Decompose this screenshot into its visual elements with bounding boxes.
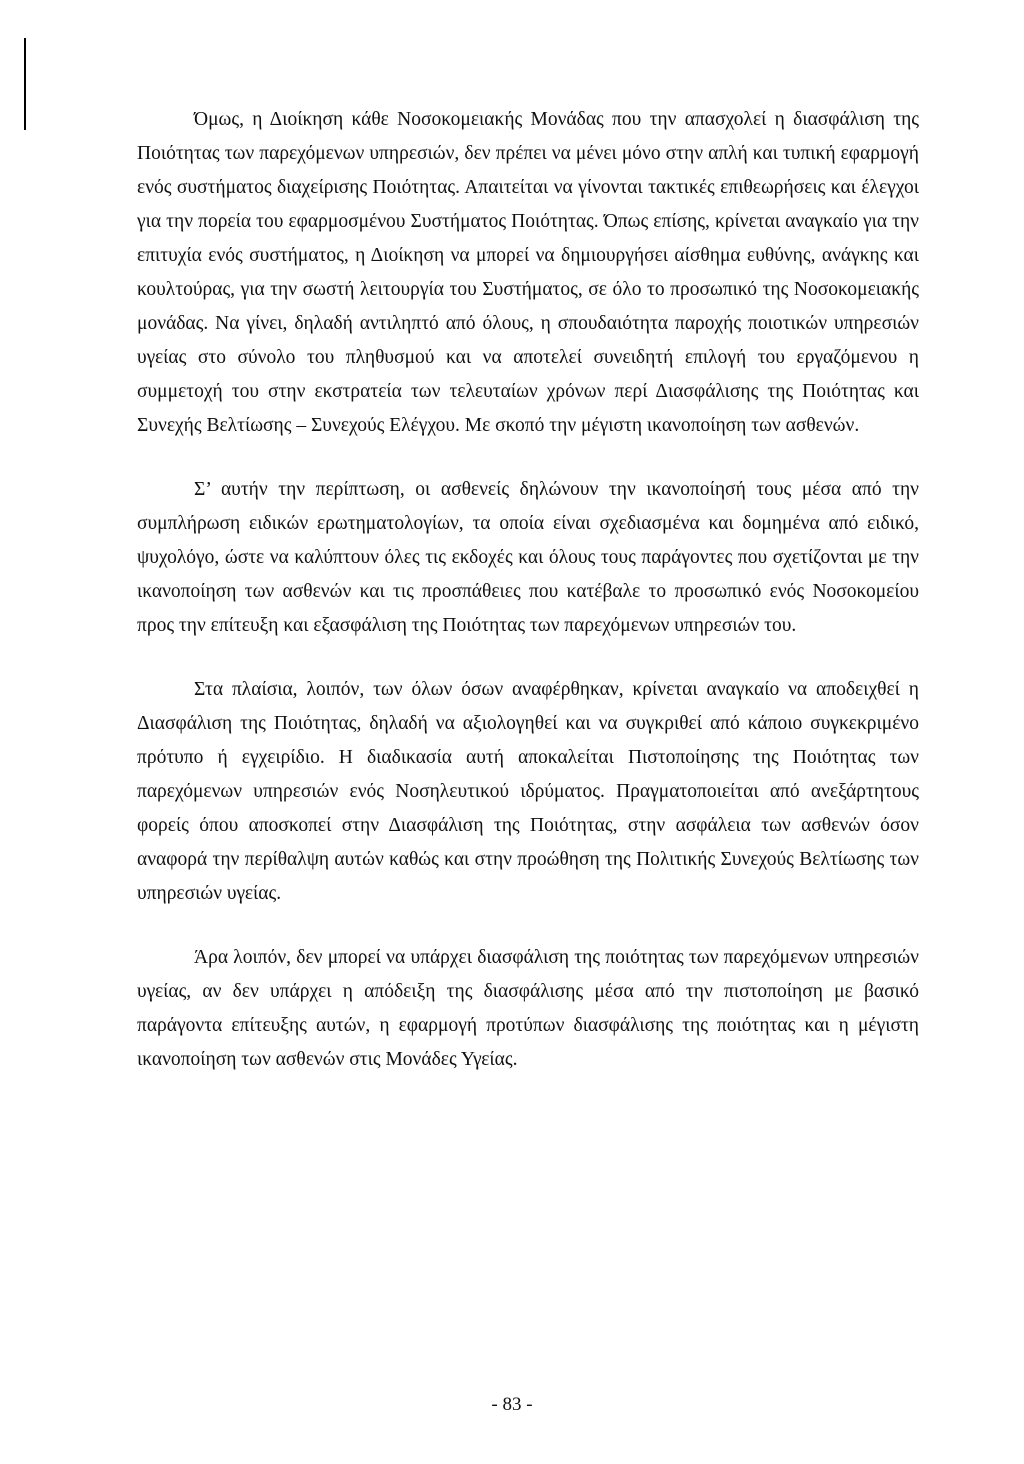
- page-body: [137, 103, 919, 1077]
- paragraph-management-inspection: Όμως, η Διοίκηση κάθε Νοσοκομειακής Μονάδας που την απασχολεί η διασφάλιση της Ποιότητας των παρεχόμενων υπηρεσιών, δεν πρέπει να μένει μόνο στην απλή και τυπική εφαρμογή ενός συστήματος διαχείρισης Ποιότητας. Απαιτείται να γίνονται τακτικές επιθεωρήσεις και έλεγχοι για την πορεία του εφαρμοσμένου Συστήματος Ποιότητας. Όπως επίσης, κρίνεται αναγκαίο για την επιτυχία ενός συστήματος, η Διοίκηση να μπορεί να δημιουργήσει αίσθημα ευθύνης, ανάγκης και κουλτούρας, για την σωστή λειτουργία του Συστήματος, σε όλο το προσωπικό της Νοσοκομειακής μονάδας. Να γίνει, δηλαδή αντιληπτό από όλους, η σπουδαιότητα παροχής ποιοτικών υπηρεσιών υγείας στο σύνολο του πληθυσμού και να αποτελεί συνειδητή επιλογή του εργαζόμενου η συμμετοχή του στην εκστρατεία των τελευταίων χρόνων περί Διασφάλισης της Ποιότητας και Συνεχής Βελτίωσης – Συνεχούς Ελέγχου. Με σκοπό την μέγιστη ικανοποίηση των ασθενών.: [137, 109, 919, 436]
- paragraph-quality-certification: Στα πλαίσια, λοιπόν, των όλων όσων αναφέρθηκαν, κρίνεται αναγκαίο να αποδειχθεί η Διασφάλιση της Ποιότητας, δηλαδή να αξιολογηθεί και να συγκριθεί από κάποιο συγκεκριμένο πρότυπο ή εγχειρίδιο. Η διαδικασία αυτή αποκαλείται Πιστοποίησης της Ποιότητας των παρεχόμενων υπηρεσιών ενός Νοσηλευτικού ιδρύματος. Πραγματοποιείται από ανεξάρτητους φορείς όπου αποσκοπεί στην Διασφάλιση της Ποιότητας, στην ασφάλεια των ασθενών όσον αναφορά την περίθαλψη αυτών καθώς και στην προώθηση της Πολιτικής Συνεχούς Βελτίωσης των υπηρεσιών υγείας.: [137, 679, 919, 904]
- scan-margin-line: [24, 38, 26, 130]
- page-number: - 83 -: [491, 1394, 533, 1415]
- paragraph-conclusion: Άρα λοιπόν, δεν μπορεί να υπάρχει διασφάλιση της ποιότητας των παρεχόμενων υπηρεσιών υγείας, αν δεν υπάρχει η απόδειξη της διασφάλισης μέσα από την πιστοποίηση με βασικό παράγοντα επίτευξης αυτών, η εφαρμογή προτύπων διασφάλισης της ποιότητας και η μέγιστη ικανοποίηση των ασθενών στις Μονάδες Υγείας.: [137, 947, 919, 1070]
- paragraph-patient-questionnaires: Σ’ αυτήν την περίπτωση, οι ασθενείς δηλώνουν την ικανοποίησή τους μέσα από την συμπλήρωση ειδικών ερωτηματολογίων, τα οποία είναι σχεδιασμένα και δομημένα από ειδικό, ψυχολόγο, ώστε να καλύπτουν όλες τις εκδοχές και όλους τους παράγοντες που σχετίζονται με την ικανοποίηση των ασθενών και τις προσπάθειες που κατέβαλε το προσωπικό ενός Νοσοκομείου προς την επίτευξη και εξασφάλιση της Ποιότητας των παρεχόμενων υπηρεσιών του.: [137, 479, 919, 636]
